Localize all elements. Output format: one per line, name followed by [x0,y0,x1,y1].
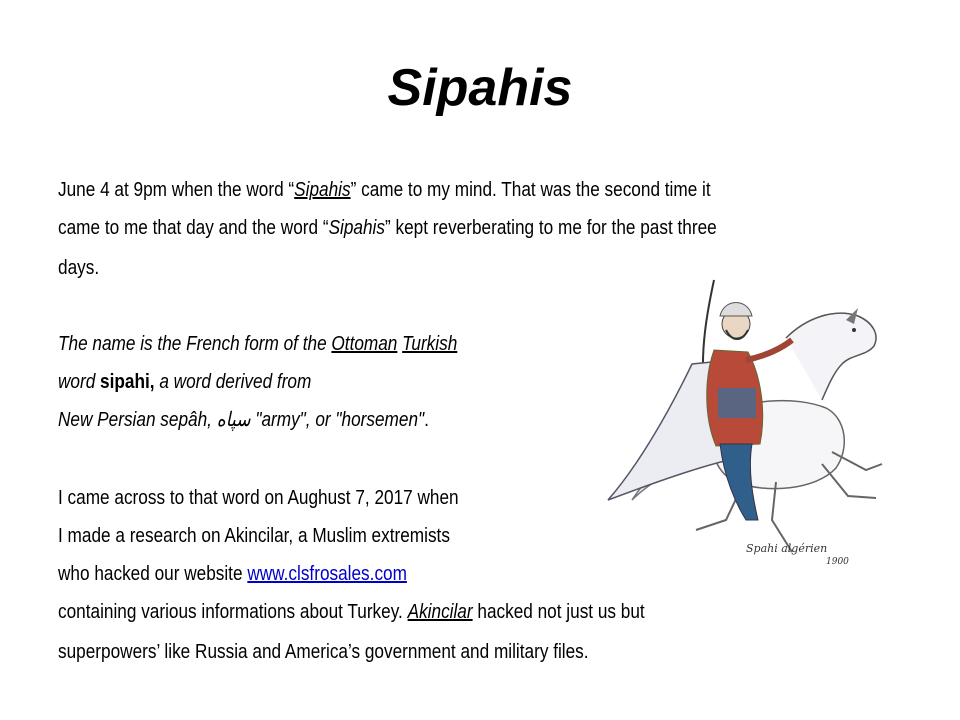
paragraph-3-line-4 [58,600,645,624]
text-span: ” kept reverberating to me for the past three [384,217,717,239]
paragraph-1-line-3 [58,256,99,280]
paragraph-2-line-3 [58,408,429,432]
text-span: hacked not just us but [472,601,645,623]
paragraph-3-line-3 [58,562,407,586]
text-span: New Persian sepâh, [58,409,217,431]
horse-head-shape [786,313,876,400]
sipahis-term: Sipahis [294,179,351,201]
text-span: a word derived from [154,371,312,393]
year-text: 1900 [826,557,849,567]
text-span: days. [58,257,100,279]
text-span: word [58,371,101,393]
paragraph-3-line-1 [58,486,459,510]
sipahis-term: Sipahis [328,217,385,239]
rider-arm-shape [746,340,792,360]
text-span: came to me that day and the word “ [58,217,329,239]
slide-title: Sipahis [387,59,573,117]
text-span: superpowers’ like Russia and America’s government and military files. [58,641,589,663]
sipahi-bold-term: sipahi, [100,371,155,393]
paragraph-3-line-5 [58,640,589,664]
persian-word: سپاه [216,409,251,431]
paragraph-2-line-2 [58,370,311,394]
text-span: . [424,409,429,431]
text-span: containing various informations about Turkey. [58,601,408,623]
text-span: "army", or "horsemen" [250,409,425,431]
rider-sash-shape [718,388,756,418]
text-span: June 4 at 9pm when the word “ [58,179,295,201]
paragraph-2-line-1 [58,332,457,356]
text-span: The name is the French form of the [58,333,332,355]
signature-text: Spahi algérien [746,542,828,555]
akincilar-link[interactable]: Akincilar [407,601,473,623]
spahi-horseman-illustration [596,268,886,578]
ottoman-link[interactable]: Ottoman [331,333,398,355]
horse-eye-shape [852,328,856,332]
paragraph-3-line-2 [58,524,450,548]
text-span: I came across to that word on Aughust 7, 2017 when [58,487,459,509]
paragraph-1-line-2 [58,216,717,240]
text-span: ” came to my mind. That was the second time it [350,179,711,201]
paragraph-1-line-1 [58,178,711,202]
website-link[interactable]: www.clsfrosales.com [247,563,407,585]
text-span: I made a research on Akincilar, a Muslim extremists [58,525,450,547]
turkish-link[interactable]: Turkish [402,333,458,355]
rider-turban-shape [720,303,752,317]
text-span: who hacked our website [58,563,248,585]
